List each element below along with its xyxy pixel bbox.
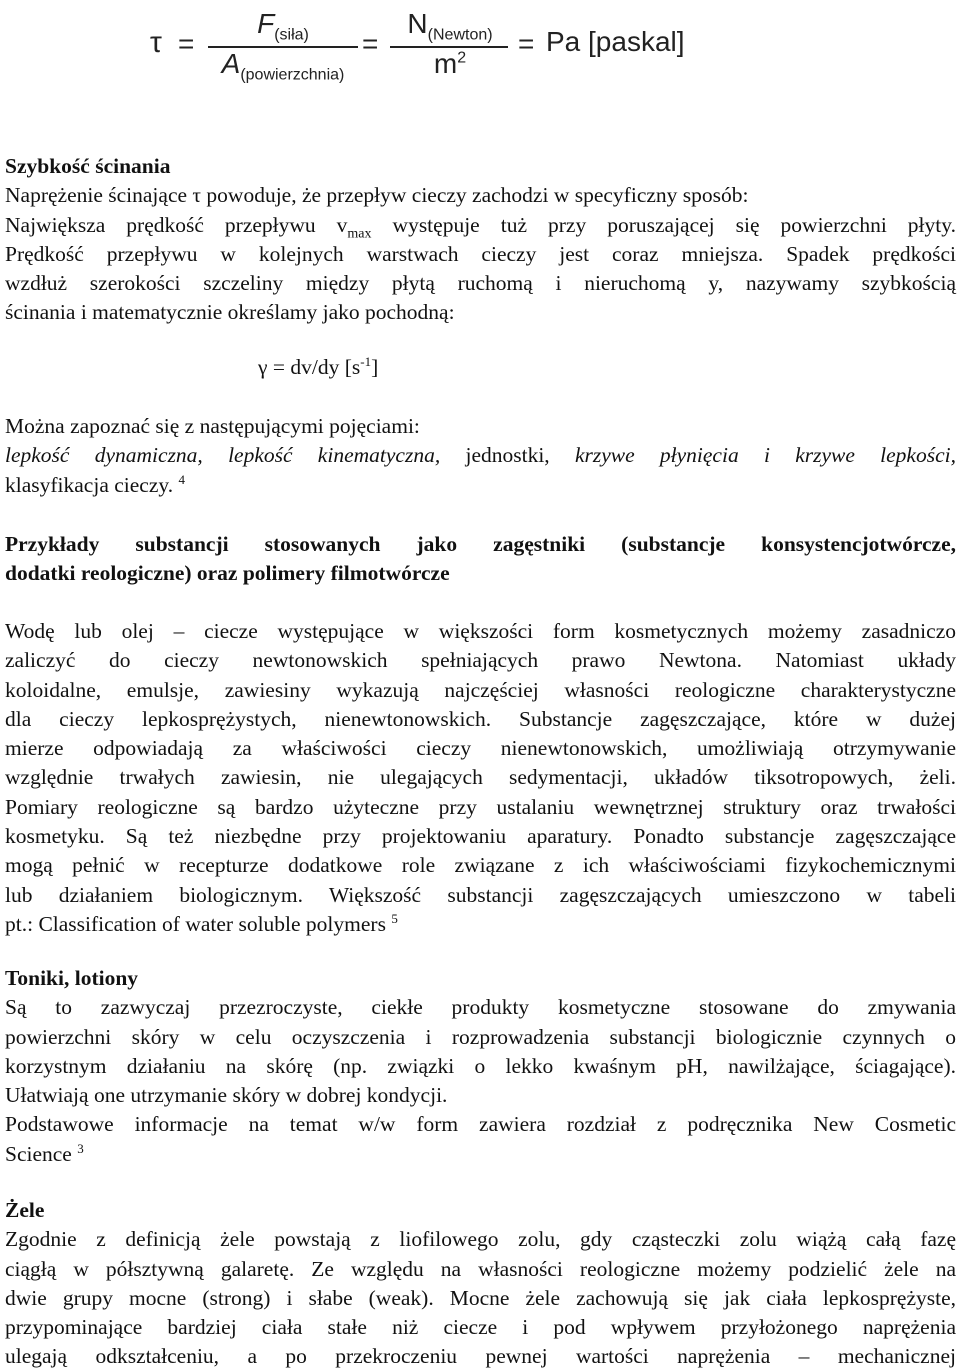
text-line: wzdłuż szerokości szczeliny między płytą ruchomą i nieruchomą y, nazywamy szybkością bbox=[5, 271, 956, 296]
text-line: Największa prędkość przepływu $v_{max}$ występuje tuż przy poruszającej się powierzchni płyty. bbox=[5, 212, 956, 241]
text-line: Zgodnie z definicją żele powstają z liofilowego zolu, gdy cząsteczki zolu wiążą całą fazę bbox=[5, 1227, 956, 1252]
text-line: Naprężenie ścinające τ powoduje, że przepływ cieczy zachodzi w specyficzny sposób: bbox=[5, 183, 749, 208]
text-line: Science $^3$ bbox=[5, 1140, 84, 1166]
equals-sign: = bbox=[178, 28, 195, 59]
equals-sign: = bbox=[362, 28, 379, 59]
text-line: Są to zazwyczaj przezroczyste, ciekłe produkty kosmetyczne stosowane do zmywania bbox=[5, 995, 956, 1020]
shear-stress-formula bbox=[150, 8, 685, 88]
heading-line: dodatki reologiczne) oraz polimery filmotwórcze bbox=[5, 561, 450, 586]
concepts-paragraph bbox=[5, 412, 956, 500]
text-line: Pomiary reologiczne są bardzo użyteczne przy ustalaniu wewnętrznej struktury oraz trwałości bbox=[5, 794, 956, 819]
text-line: mogą pełnić w recepturze dodatkowe role związane z ich właściwościami fizykochemicznymi bbox=[5, 853, 956, 878]
fraction-numerator: $N_{(Newton)}$ bbox=[407, 8, 493, 44]
shear-rate-section bbox=[5, 152, 956, 328]
text-line: klasyfikacja cieczy. $^4$ bbox=[5, 471, 185, 497]
reference-number: 5 bbox=[391, 910, 398, 926]
text-line: Ułatwiają one utrzymanie skóry w dobrej kondycji. bbox=[5, 1083, 448, 1108]
text-line: przypominające bardziej ciała stałe niż ciecze i pod wpływem przyłożonego naprężenia bbox=[5, 1315, 956, 1340]
tonics-section bbox=[5, 964, 956, 1169]
text-line: kosmetyku. Są też niezbędne przy projektowaniu aparatury. Ponadto substancje zagęszczające bbox=[5, 824, 956, 849]
text-line: względnie trwałych zawiesin, nie ulegających sedymentacji, układów tiksotropowych, żeli. bbox=[5, 765, 956, 790]
text-line: ulegają odkształceniu, a po przekroczeniu pewnej wartości naprężenia – mechanicznej bbox=[5, 1344, 956, 1369]
text-line: dwie grupy mocne (strong) i słabe (weak). Mocne żele zachowują się jak ciała lepkosprężyste, bbox=[5, 1285, 956, 1310]
text-line: Można zapoznać się z następującymi pojęciami: bbox=[5, 414, 420, 438]
tau-symbol: τ bbox=[150, 26, 162, 59]
section-heading: Żele bbox=[5, 1198, 45, 1222]
gels-section bbox=[5, 1196, 956, 1372]
equals-sign: = bbox=[518, 28, 535, 59]
text-line: pt.: Classification of water soluble polymers $^5$ bbox=[5, 910, 398, 936]
text-line: powierzchni skóry w celu oczyszczenia i rozprowadzenia substancji biologicznie czynnych o bbox=[5, 1024, 956, 1049]
heading-line: Przykłady substancji stosowanych jako zagęstniki (substancje konsystencjotwórcze, bbox=[5, 532, 956, 556]
fraction-denominator: $m^2$ bbox=[433, 48, 467, 79]
force-area-fraction bbox=[208, 8, 358, 85]
text-line: ciągłą w półsztywną galaretę. Ze względu na własności reologiczne możemy podzielić żele na bbox=[5, 1256, 956, 1281]
newton-m2-fraction bbox=[390, 8, 510, 80]
text-line: korzystnym działaniu na skórę (np. związki o lekko kwaśnym pH, nawilżające, ściagające). bbox=[5, 1053, 956, 1078]
text-line: Podstawowe informacje na temat w/w form zawiera rozdział z podręcznika New Cosmetic bbox=[5, 1112, 956, 1137]
text-line: lub działaniem biologicznym. Większość substancji zagęszczających umieszczono w tabeli bbox=[5, 882, 956, 907]
text-line: zaliczyć do cieczy newtonowskich spełniających prawo Newtona. Natomiast układy bbox=[5, 648, 956, 673]
text-line: ścinania i matematycznie określamy jako pochodną: bbox=[5, 300, 455, 325]
text-line: lepkość dynamiczna, lepkość kinematyczna, jednostki, krzywe płynięcia i krzywe lepkości, bbox=[5, 443, 956, 468]
text-line: mierze odpowiadają za właściwości cieczy nienewtonowskich, umożliwiają otrzymywanie bbox=[5, 736, 956, 761]
shear-rate-equation: γ = dv/dy $[s^{-1}]$ bbox=[258, 353, 379, 379]
thickeners-paragraph bbox=[5, 617, 956, 939]
text-line: Prędkość przepływu w kolejnych warstwach cieczy jest coraz mniejsza. Spadek prędkości bbox=[5, 241, 956, 266]
reference-number: 3 bbox=[77, 1140, 84, 1156]
text-line: Wodę lub olej – ciecze występujące w większości form kosmetycznych możemy zasadniczo bbox=[5, 619, 956, 643]
section-heading: Toniki, lotiony bbox=[5, 966, 139, 990]
text-line: koloidalne, emulsje, zawiesiny wykazują najczęściej własności reologiczne charakterystyczne bbox=[5, 677, 956, 702]
fraction-denominator: $A_{(powierzchnia)}$ bbox=[221, 48, 345, 84]
thickeners-heading bbox=[5, 530, 956, 589]
fraction-numerator: $F_{(siła)}$ bbox=[257, 8, 309, 44]
section-heading: Szybkość ścinania bbox=[5, 154, 171, 178]
reference-number: 4 bbox=[178, 471, 185, 487]
text-line: dla cieczy lepkosprężystych, nienewtonowskich. Substancje zagęszczające, które w dużej bbox=[5, 706, 956, 731]
unit-pascal: Pa [paskal] bbox=[546, 26, 685, 57]
